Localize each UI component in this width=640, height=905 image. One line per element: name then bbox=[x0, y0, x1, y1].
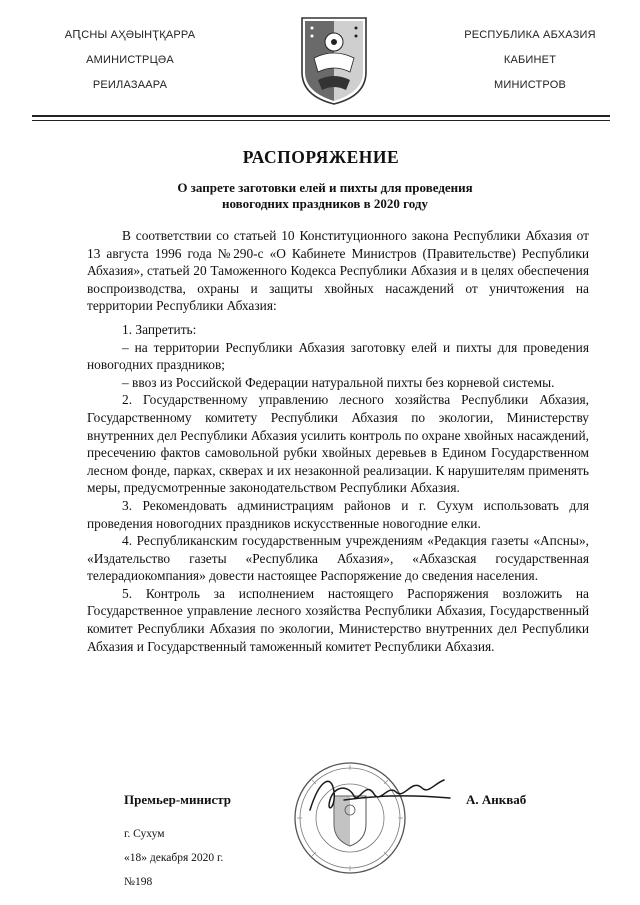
paragraph-2: 2. Государственному управлению лесного хозяйства Республики Абхазия, Государственному комитету Республики Абхазия по экологии, Министерству внутренних дел Республики Абхазия усилить контроль по охране хвойных насаждений, пресечению фактов самовольной рубки хвойных деревьев в Едином Государственном лесном фонде, парках, скверах и их незаконной реализации. К нарушителям применять меры, предусмотренные законодательством Республики Абхазия. bbox=[87, 392, 589, 496]
header-right-line: МИНИСТРОВ bbox=[493, 79, 566, 91]
paragraph-5: 5. Контроль за исполнением настоящего Распоряжения возложить на Государственное управление лесного хозяйства Республики Абхазия, Государственный комитет Республики Абхазия по экологии, Министерство внутренних дел Республики Абхазия и Государственный таможенный комитет Республики Абхазия. bbox=[87, 585, 589, 654]
signatory-position: Премьер-министр bbox=[124, 792, 232, 807]
paragraph-3: 3. Рекомендовать администрациям районов и г. Сухум использовать для проведения новогодних праздников искусственные новогодние елки. bbox=[87, 497, 589, 531]
header-divider-thick bbox=[32, 115, 610, 117]
header-left-block bbox=[50, 28, 210, 103]
signatory-name: А. Анкваб bbox=[466, 792, 527, 807]
header-divider-thin bbox=[32, 120, 610, 121]
header-right-block bbox=[450, 28, 610, 103]
header-left-line: РЕИЛАЗААРА bbox=[92, 79, 168, 91]
document-place: г. Сухум bbox=[124, 828, 165, 840]
paragraph-1b: – ввоз из Российской Федерации натуральной пихты без корневой системы. bbox=[122, 374, 555, 390]
paragraph-1a: – на территории Республики Абхазия заготовку елей и пихты для проведения новогодних праздников; bbox=[87, 339, 589, 373]
document-body bbox=[87, 227, 589, 655]
document-title: РАСПОРЯЖЕНИЕ bbox=[242, 147, 400, 167]
preamble-paragraph: В соответствии со статьей 10 Конституционного закона Республики Абхазия от 13 августа 1996 года №290-с «О Кабинете Министров (Правительстве) Республики Абхазия», статьей 20 Таможенного Кодекса Республики Абхазия и в целях обеспечения воспроизводства, охраны и защиты хвойных насаждений от уничтожения на территории Республики Абхазия: bbox=[87, 228, 589, 314]
header-left-line: АМИНИСТРЦӘА bbox=[86, 54, 174, 66]
paragraph-1: 1. Запретить: bbox=[122, 321, 197, 337]
document-number: №198 bbox=[124, 876, 153, 888]
header-right-line: КАБИНЕТ bbox=[503, 54, 557, 66]
paragraph-4: 4. Республиканским государственным учреждениям «Редакция газеты «Апсны», «Издательство газеты «Республика Абхазия», «Абхазская государственная телерадиокомпания» довести настоящее Распоряжение до сведения населения. bbox=[87, 533, 589, 584]
header-right-line: РЕСПУБЛИКА АБХАЗИЯ bbox=[464, 29, 596, 41]
subtitle-line: О запрете заготовки елей и пихты для проведения bbox=[177, 180, 473, 195]
document-subtitle bbox=[120, 180, 530, 212]
subtitle-line: новогодних праздников в 2020 году bbox=[222, 196, 428, 211]
state-emblem-icon bbox=[298, 14, 370, 106]
document-date: «18» декабря 2020 г. bbox=[124, 852, 224, 864]
header-left-line: АԤСНЫ АҲӘЫНҬҚАРРА bbox=[64, 29, 196, 41]
handwritten-signature-icon bbox=[304, 770, 454, 820]
